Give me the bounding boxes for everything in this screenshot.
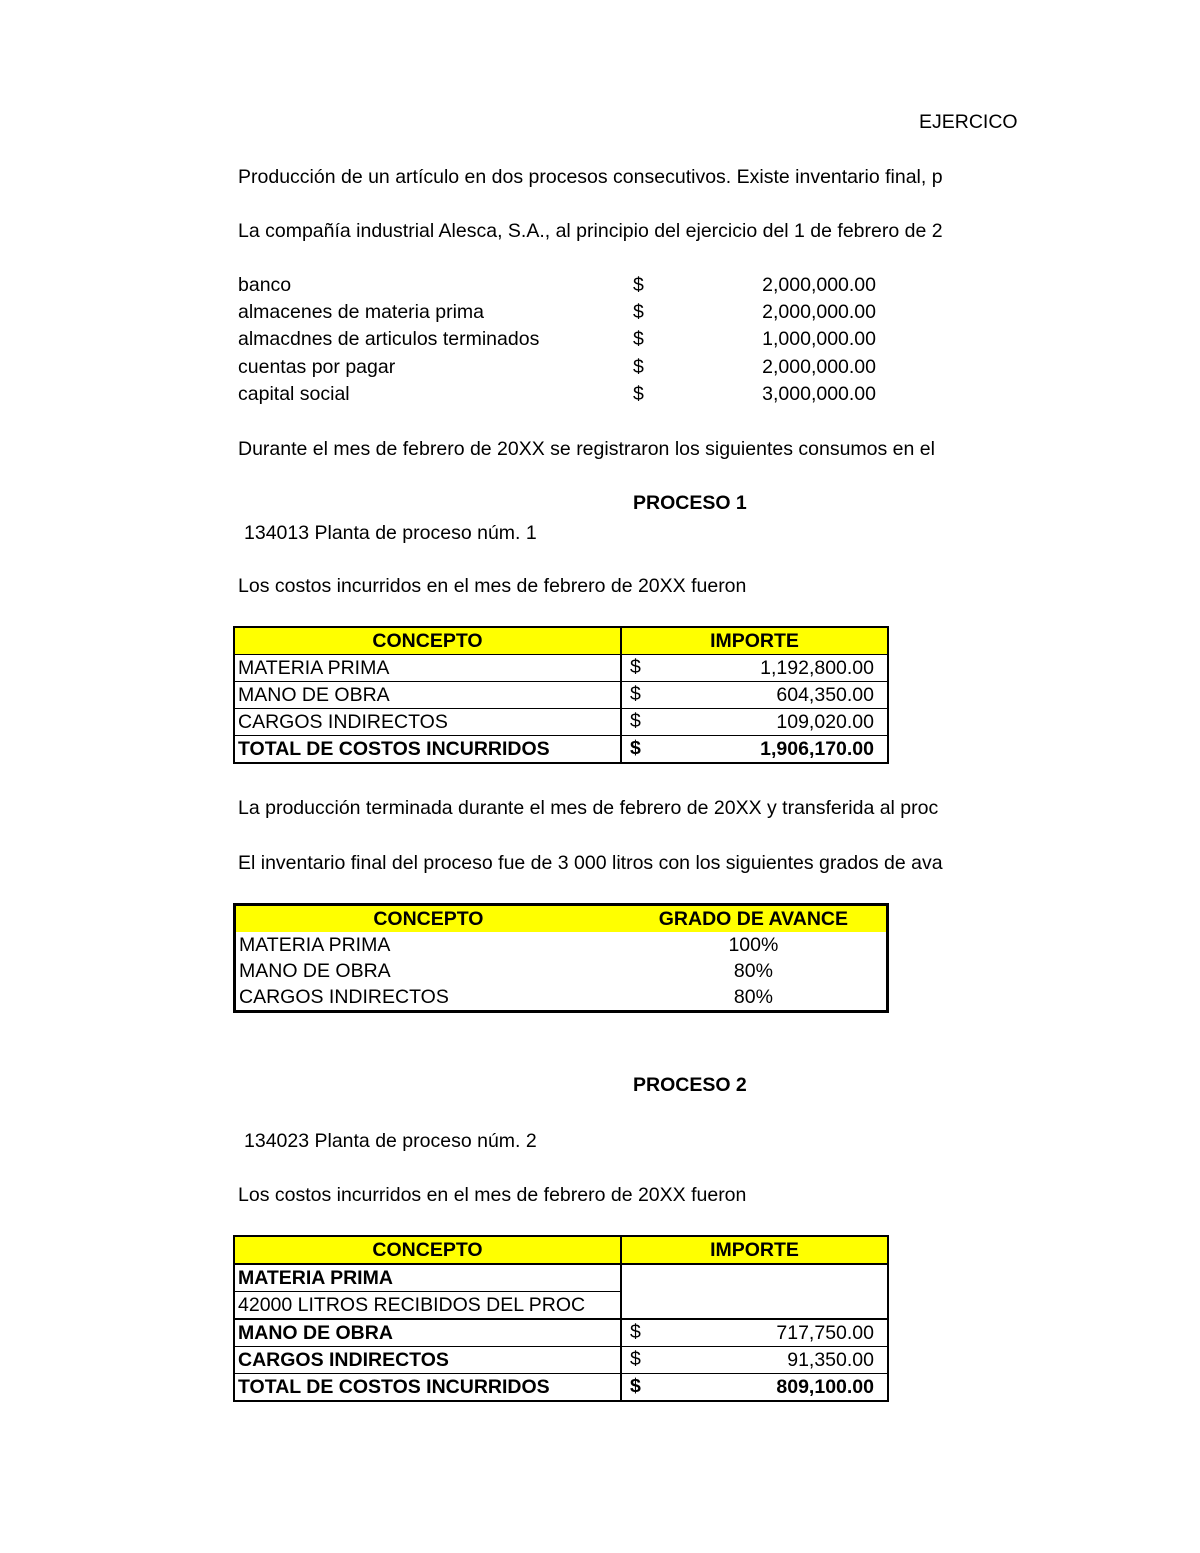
balance-label: banco (238, 274, 292, 296)
proceso-1-cost-table (233, 626, 889, 764)
concept-cell: CARGOS INDIRECTOS (234, 1347, 621, 1374)
column-header-concepto: CONCEPTO (234, 1236, 621, 1264)
amount-cell (621, 709, 888, 736)
total-amount-cell (621, 1374, 888, 1402)
balance-label: almacenes de materia prima (238, 301, 485, 323)
table-row (234, 1264, 888, 1292)
grado-cell: 80% (733, 960, 773, 982)
balance-amount: 2,000,000.00 (762, 301, 876, 323)
table-header-row (235, 905, 888, 933)
column-header-concepto: CONCEPTO (234, 627, 621, 655)
table-row (235, 958, 888, 984)
amount-value: 91,350.00 (787, 1349, 874, 1371)
balance-label: almacdnes de articulos terminados (238, 328, 540, 350)
amount-cell (621, 682, 888, 709)
concept-cell: CARGOS INDIRECTOS (234, 709, 621, 736)
currency-sign: $ (630, 1321, 641, 1343)
concept-cell: MATERIA PRIMA (234, 1264, 621, 1292)
concept-cell: MANO DE OBRA (234, 682, 621, 709)
table-total-row (234, 736, 888, 764)
inventario-paragraph: El inventario final del proceso fue de 3 000 litros con los siguientes grados de ava (238, 852, 943, 874)
table-row (234, 682, 888, 709)
balance-currency: $ (633, 301, 644, 323)
balance-currency: $ (633, 383, 644, 405)
column-header-importe: IMPORTE (621, 627, 888, 655)
balance-currency: $ (633, 274, 644, 296)
proceso-2-plant: 134023 Planta de proceso núm. 2 (244, 1130, 537, 1152)
table-row (234, 709, 888, 736)
balance-currency: $ (633, 328, 644, 350)
total-amount-cell (621, 736, 888, 764)
durante-paragraph: Durante el mes de febrero de 20XX se registraron los siguientes consumos en el (238, 438, 935, 460)
balance-amount: 3,000,000.00 (762, 383, 876, 405)
proceso-2-heading: PROCESO 2 (633, 1074, 747, 1096)
column-header-grado: GRADO DE AVANCE (621, 905, 888, 933)
total-concept-cell: TOTAL DE COSTOS INCURRIDOS (234, 736, 621, 764)
concept-cell: MATERIA PRIMA (239, 934, 391, 956)
table-row (234, 1319, 888, 1347)
currency-sign: $ (630, 737, 641, 759)
table-row (235, 984, 888, 1012)
proceso-1-costs-intro: Los costos incurridos en el mes de febrero de 20XX fueron (238, 575, 747, 597)
amount-cell-empty (621, 1264, 888, 1319)
produccion-paragraph: La producción terminada durante el mes de febrero de 20XX y transferida al proc (238, 797, 939, 819)
currency-sign: $ (630, 683, 641, 705)
concept-cell: MANO DE OBRA (239, 960, 391, 982)
table-row (234, 1347, 888, 1374)
amount-value: 109,020.00 (776, 711, 874, 733)
concept-cell: MATERIA PRIMA (234, 655, 621, 682)
total-concept-cell: TOTAL DE COSTOS INCURRIDOS (234, 1374, 621, 1402)
materia-detail-cell: 42000 LITROS RECIBIDOS DEL PROC (234, 1292, 621, 1320)
currency-sign: $ (630, 1375, 641, 1397)
currency-sign: $ (630, 710, 641, 732)
table-header-row (234, 627, 888, 655)
table-row (235, 932, 888, 958)
column-header-concepto: CONCEPTO (235, 905, 621, 933)
balance-label: capital social (238, 383, 350, 405)
proceso-2-cost-table (233, 1235, 889, 1402)
amount-cell (621, 1319, 888, 1347)
total-amount-value: 1,906,170.00 (760, 738, 874, 760)
currency-sign: $ (630, 1348, 641, 1370)
intro-paragraph-2: La compañía industrial Alesca, S.A., al principio del ejercicio del 1 de febrero de 2 (238, 220, 943, 242)
balance-currency: $ (633, 356, 644, 378)
grado-cell: 80% (733, 986, 773, 1008)
currency-sign: $ (630, 656, 641, 678)
balance-label: cuentas por pagar (238, 356, 396, 378)
grado-cell: 100% (728, 934, 779, 956)
amount-value: 717,750.00 (776, 1322, 874, 1344)
amount-value: 604,350.00 (776, 684, 874, 706)
balance-amount: 2,000,000.00 (762, 274, 876, 296)
total-amount-value: 809,100.00 (776, 1376, 874, 1398)
page-title: EJERCICO (919, 111, 1018, 133)
table-total-row (234, 1374, 888, 1402)
balance-amount: 1,000,000.00 (762, 328, 876, 350)
amount-cell (621, 655, 888, 682)
column-header-importe: IMPORTE (621, 1236, 888, 1264)
concept-cell: CARGOS INDIRECTOS (239, 986, 449, 1008)
proceso-2-costs-intro: Los costos incurridos en el mes de febrero de 20XX fueron (238, 1184, 747, 1206)
concept-cell: MANO DE OBRA (234, 1319, 621, 1347)
balance-amount: 2,000,000.00 (762, 356, 876, 378)
table-header-row (234, 1236, 888, 1264)
table-row (234, 655, 888, 682)
proceso-1-plant: 134013 Planta de proceso núm. 1 (244, 522, 537, 544)
intro-paragraph-1: Producción de un artículo en dos procesos consecutivos. Existe inventario final, p (238, 166, 943, 188)
amount-value: 1,192,800.00 (760, 657, 874, 679)
proceso-1-heading: PROCESO 1 (633, 492, 747, 514)
amount-cell (621, 1347, 888, 1374)
proceso-1-avance-table (233, 903, 889, 1013)
